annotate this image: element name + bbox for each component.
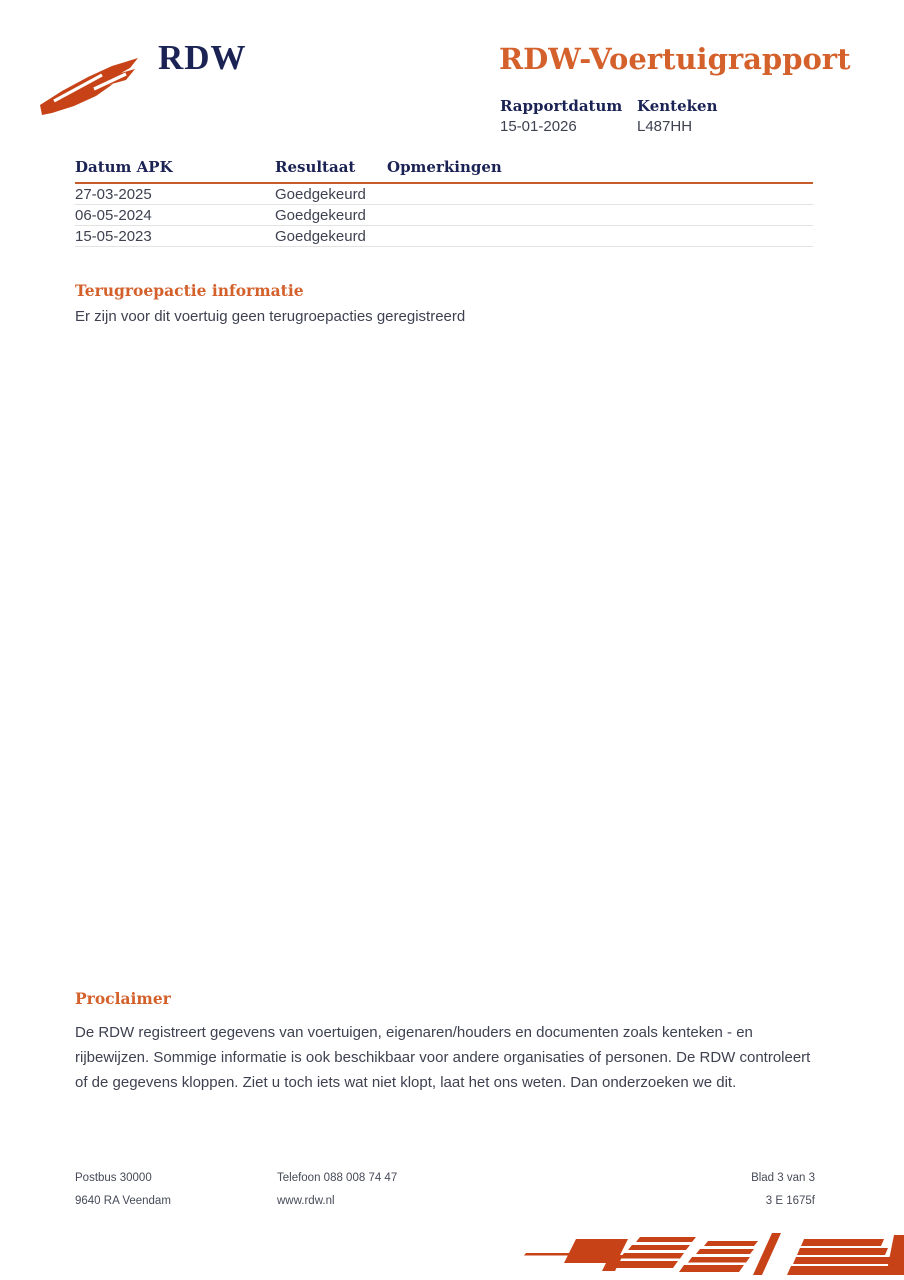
proclaimer-section — [75, 989, 823, 1095]
footer-phone: Telefoon 088 008 74 47 — [277, 1172, 398, 1184]
kenteken-value: L487HH — [637, 118, 693, 135]
table-row — [75, 226, 813, 247]
cell-resultaat: Goedgekeurd — [275, 206, 366, 224]
recall-section-title: Terugroepactie informatie — [75, 281, 304, 300]
recall-section-body: Er zijn voor dit voertuig geen terugroepacties geregistreerd — [75, 308, 466, 325]
cell-resultaat: Goedgekeurd — [275, 185, 366, 203]
page-title: RDW-Voertuigrapport — [499, 42, 851, 76]
column-header-opmerkingen: Opmerkingen — [387, 158, 502, 176]
footer-postbus: Postbus 30000 — [75, 1172, 152, 1184]
kenteken-label: Kenteken — [637, 97, 718, 115]
cell-datum: 06-05-2024 — [75, 206, 152, 224]
apk-history-table — [75, 158, 813, 247]
report-date-label: Rapportdatum — [500, 97, 623, 115]
rdw-logo-text: RDW — [158, 38, 247, 77]
footer-doc-code: 3 E 1675f — [765, 1195, 815, 1207]
apk-table-header — [75, 158, 813, 184]
column-header-resultaat: Resultaat — [275, 158, 356, 176]
proclaimer-body: De RDW registreert gegevens van voertuigen, eigenaren/houders en documenten zoals kenteken - en rijbewijzen. Sommige informatie is ook beschikbaar voor andere organisaties of personen. De RDW controleert of de gegevens kloppen. Ziet u toch iets wat niet klopt, laat het ons weten. Dan onderzoeken we dit. — [75, 1024, 811, 1091]
table-row — [75, 205, 813, 226]
footer-page-indicator: Blad 3 van 3 — [751, 1172, 815, 1184]
table-row — [75, 184, 813, 205]
footer-city: 9640 RA Veendam — [75, 1195, 171, 1207]
proclaimer-title: Proclaimer — [75, 989, 171, 1008]
cell-resultaat: Goedgekeurd — [275, 227, 366, 245]
speed-stripes-icon — [520, 1231, 904, 1280]
footer-website: www.rdw.nl — [277, 1195, 335, 1207]
report-date-value: 15-01-2026 — [500, 118, 577, 135]
recall-section — [75, 281, 823, 325]
column-header-datum-apk: Datum APK — [75, 158, 173, 176]
cell-datum: 15-05-2023 — [75, 227, 152, 245]
rdw-feather-logo-icon — [38, 54, 150, 123]
cell-datum: 27-03-2025 — [75, 185, 152, 203]
